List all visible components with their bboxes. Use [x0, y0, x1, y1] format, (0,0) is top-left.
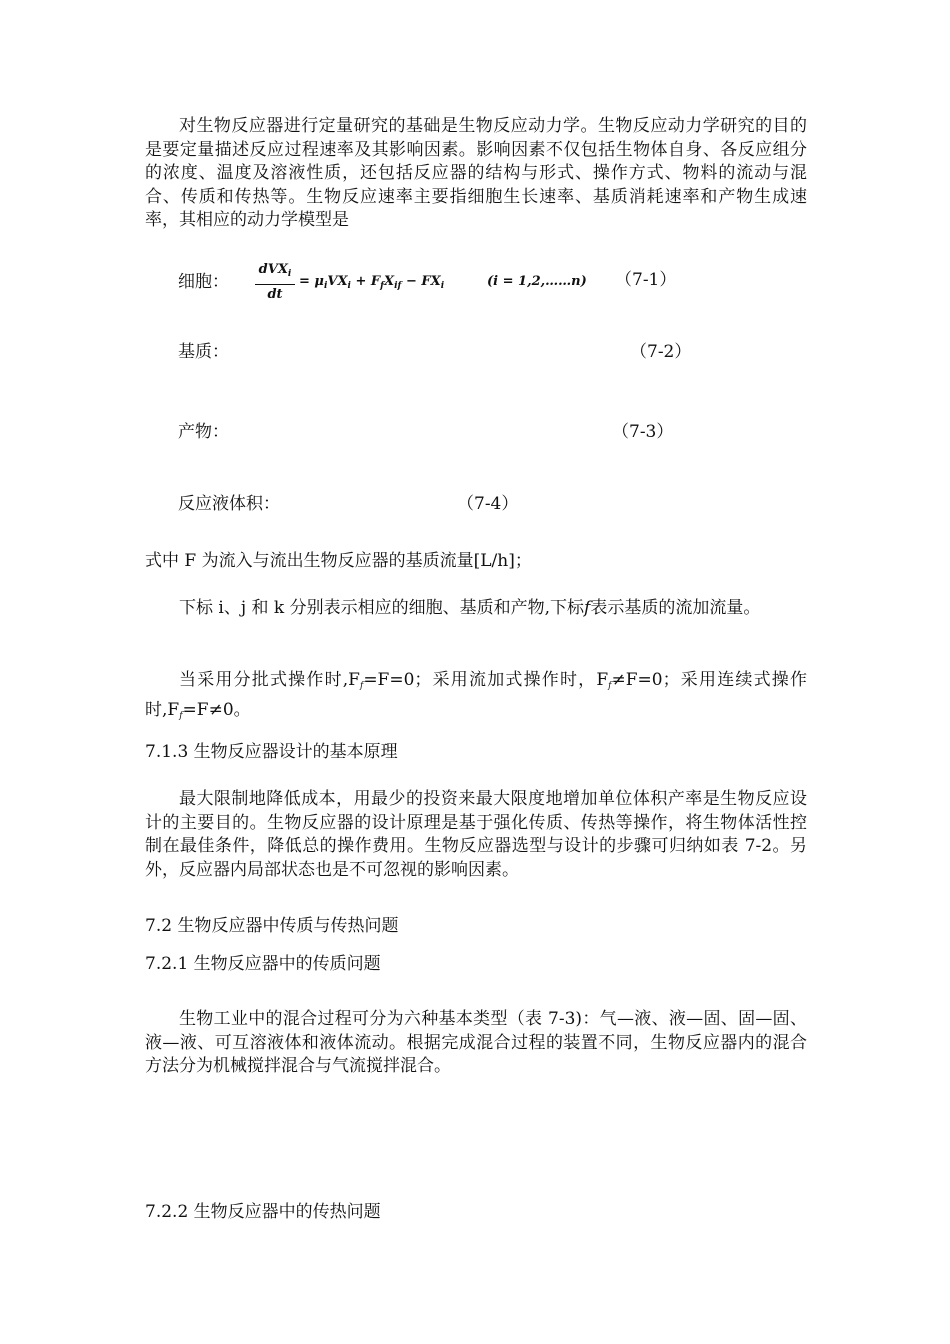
- equation-right-side: = $\mu_iVX_i + F_fX_{if} - FX_i$: [299, 274, 445, 291]
- cell-label: 细胞：: [178, 272, 229, 292]
- fraction-numerator: dVX: [258, 262, 288, 277]
- section-heading-7-1-3: 7.1.3 生物反应器设计的基本原理: [145, 742, 398, 762]
- operation-modes-paragraph: 当采用分批式操作时$,F_f=F=0$；采用流加式操作时，$F_f\ne F=0$；采用连续式操作时$,F_f=F\ne 0$。: [145, 670, 807, 721]
- intro-paragraph: 对生物反应器进行定量研究的基础是生物反应动力学。生物反应动力学研究的目的是要定量描述反应过程速率及其影响因素。影响因素不仅包括生物体自身、各反应组分的浓度、温度及溶液性质，还包括反应器的结构与形式、操作方式、物料的流动与混合、传质和传热等。生物反应速率主要指细胞生长速率、基质消耗速率和产物生成速率，其相应的动力学模型是: [145, 116, 807, 230]
- section-heading-7-2: 7.2 生物反应器中传质与传热问题: [145, 916, 399, 936]
- fraction-bar: [255, 284, 295, 285]
- equation-tag-7-3: （7-3）: [612, 422, 674, 442]
- substrate-label: 基质：: [178, 342, 229, 362]
- product-label: 产物：: [178, 422, 229, 442]
- section-heading-7-2-1: 7.2.1 生物反应器中的传质问题: [145, 954, 381, 974]
- equation-fraction: dVX$_i$ dt: [255, 262, 295, 303]
- equation-tag-7-2: （7-2）: [630, 342, 692, 362]
- mixing-paragraph: 生物工业中的混合过程可分为六种基本类型（表 7-3)：气—液、液—固、固—固、液—液、可互溶液体和液体流动。根据完成混合过程的装置不同，生物反应器内的混合方法分为机械搅拌混合与气流搅拌混合。: [145, 1009, 807, 1076]
- subscripts-paragraph: 下标 i、j 和 k 分别表示相应的细胞、基质和产物,下标f表示基质的流加流量。: [179, 598, 761, 618]
- section-heading-7-2-2: 7.2.2 生物反应器中的传热问题: [145, 1202, 381, 1222]
- equation-index-range: (i = 1,2,……n): [487, 274, 587, 289]
- fraction-denominator: dt: [267, 287, 283, 302]
- design-paragraph: 最大限制地降低成本，用最少的投资来最大限度地增加单位体积产率是生物反应设计的主要目的。生物反应器的设计原理是基于强化传质、传热等操作，将生物体活性控制在最佳条件，降低总的操作费用。生物反应器选型与设计的步骤可归纳如表 7-2。另外，反应器内局部状态也是不可忽视的影响因素。: [145, 789, 807, 880]
- volume-label: 反应液体积：: [178, 494, 280, 514]
- equation-tag-7-1: （7-1）: [615, 270, 677, 290]
- where-F-paragraph: 式中 F 为流入与流出生物反应器的基质流量[L/h]；: [145, 551, 532, 571]
- equation-tag-7-4: （7-4）: [457, 494, 519, 514]
